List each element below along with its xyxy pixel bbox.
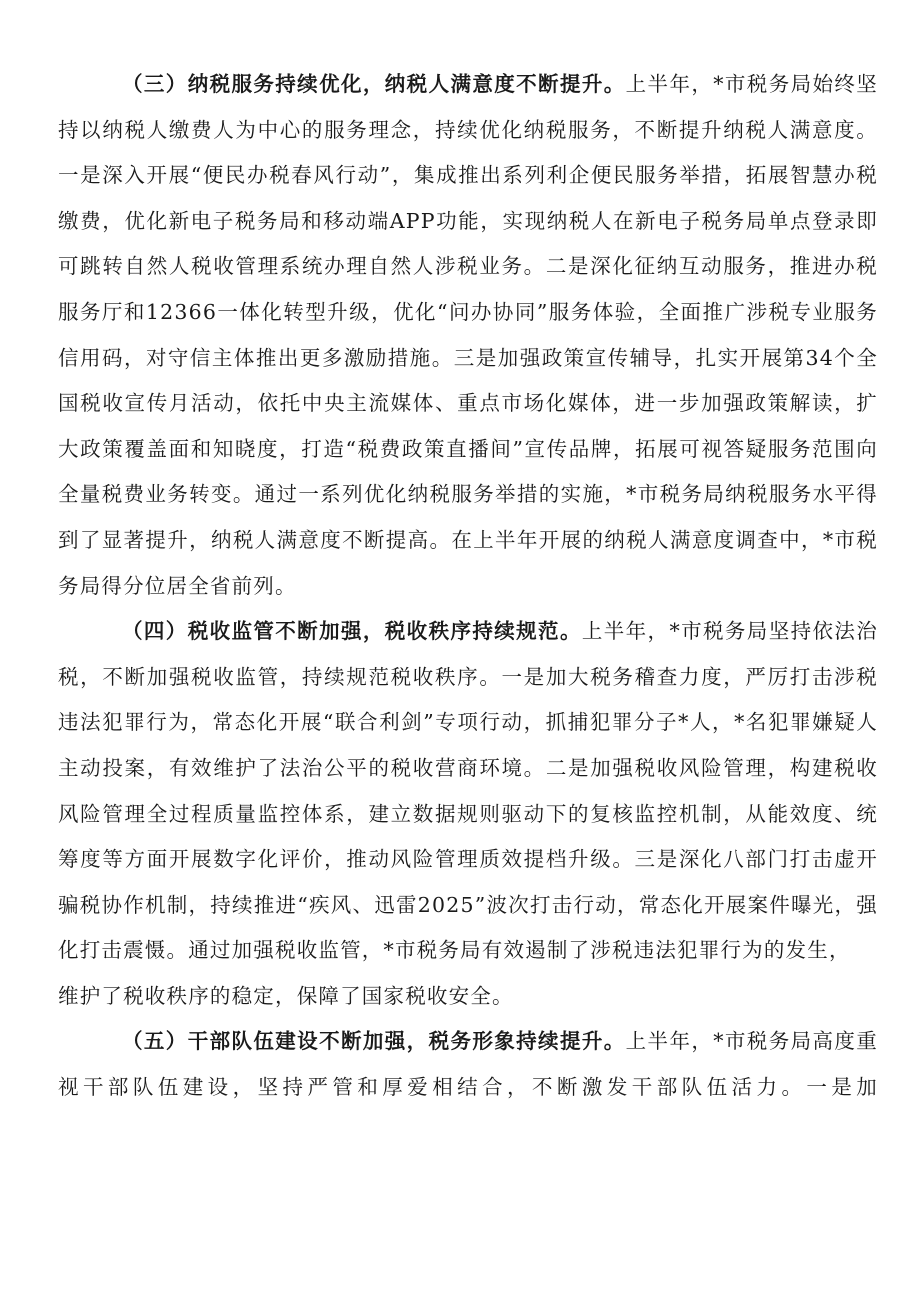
- section-5-body: 上半年，*市税务局高度重视干部队伍建设，坚持严管和厚爱相结合，不断激发干部队伍活力。一是加: [58, 1029, 878, 1100]
- section-4-body: 上半年，*市税务局坚持依法治税，不断加强税收监管，持续规范税收秩序。一是加大税务稽查力度，严厉打击涉税违法犯罪行为，常态化开展“联合利剑”专项行动，抓捕犯罪分子*人，*名犯罪嫌疑人主动投案，有效维护了法治公平的税收营商环境。二是加强税收风险管理，构建税收风险管理全过程质量监控体系，建立数据规则驱动下的复核监控机制，从能效度、统筹度等方面开展数字化评价，推动风险管理质效提档升级。三是深化八部门打击虚开骗税协作机制，持续推进“疾风、迅雷2025”波次打击行动，常态化开展案件曝光，强化打击震慑。通过加强税收监管，*市税务局有效遏制了涉税违法犯罪行为的发生，: [58, 619, 878, 963]
- section-3-paragraph: [58, 62, 878, 609]
- section-3-heading: （三）纳税服务持续优化，纳税人满意度不断提升。: [122, 72, 626, 96]
- section-4-heading: （四）税收监管不断加强，税收秩序持续规范。: [122, 619, 582, 644]
- section-4-paragraph: [58, 609, 878, 974]
- document-page: [58, 62, 878, 1111]
- section-5-paragraph: [58, 1019, 878, 1110]
- section-5-heading: （五）干部队伍建设不断加强，税务形象持续提升。: [122, 1029, 626, 1054]
- section-4-continuation: 维护了税收秩序的稳定，保障了国家税收安全。: [58, 983, 514, 1008]
- section-3-body: 上半年，*市税务局始终坚持以纳税人缴费人为中心的服务理念，持续优化纳税服务，不断提升纳税人满意度。一是深入开展“便民办税春风行动”，集成推出系列利企便民服务举措，拓展智慧办税缴费，优化新电子税务局和移动端APP功能，实现纳税人在新电子税务局单点登录即可跳转自然人税收管理系统办理自然人涉税业务。二是深化征纳互动服务，推进办税服务厅和12366一体化转型升级，优化“问办协同”服务体验，全面推广涉税专业服务信用码，对守信主体推出更多激励措施。三是加强政策宣传辅导，扎实开展第34个全国税收宣传月活动，依托中央主流媒体、重点市场化媒体，进一步加强政策解读，扩大政策覆盖面和知晓度，打造“税费政策直播间”宣传品牌，拓展可视答疑服务范围向全量税费业务转变。通过一系列优化纳税服务举措的实施，*市税务局纳税服务水平得到了显著提升，纳税人满意度不断提高。在上半年开展的纳税人满意度调查中，*市税务局得分位居全省前列。: [58, 72, 878, 598]
